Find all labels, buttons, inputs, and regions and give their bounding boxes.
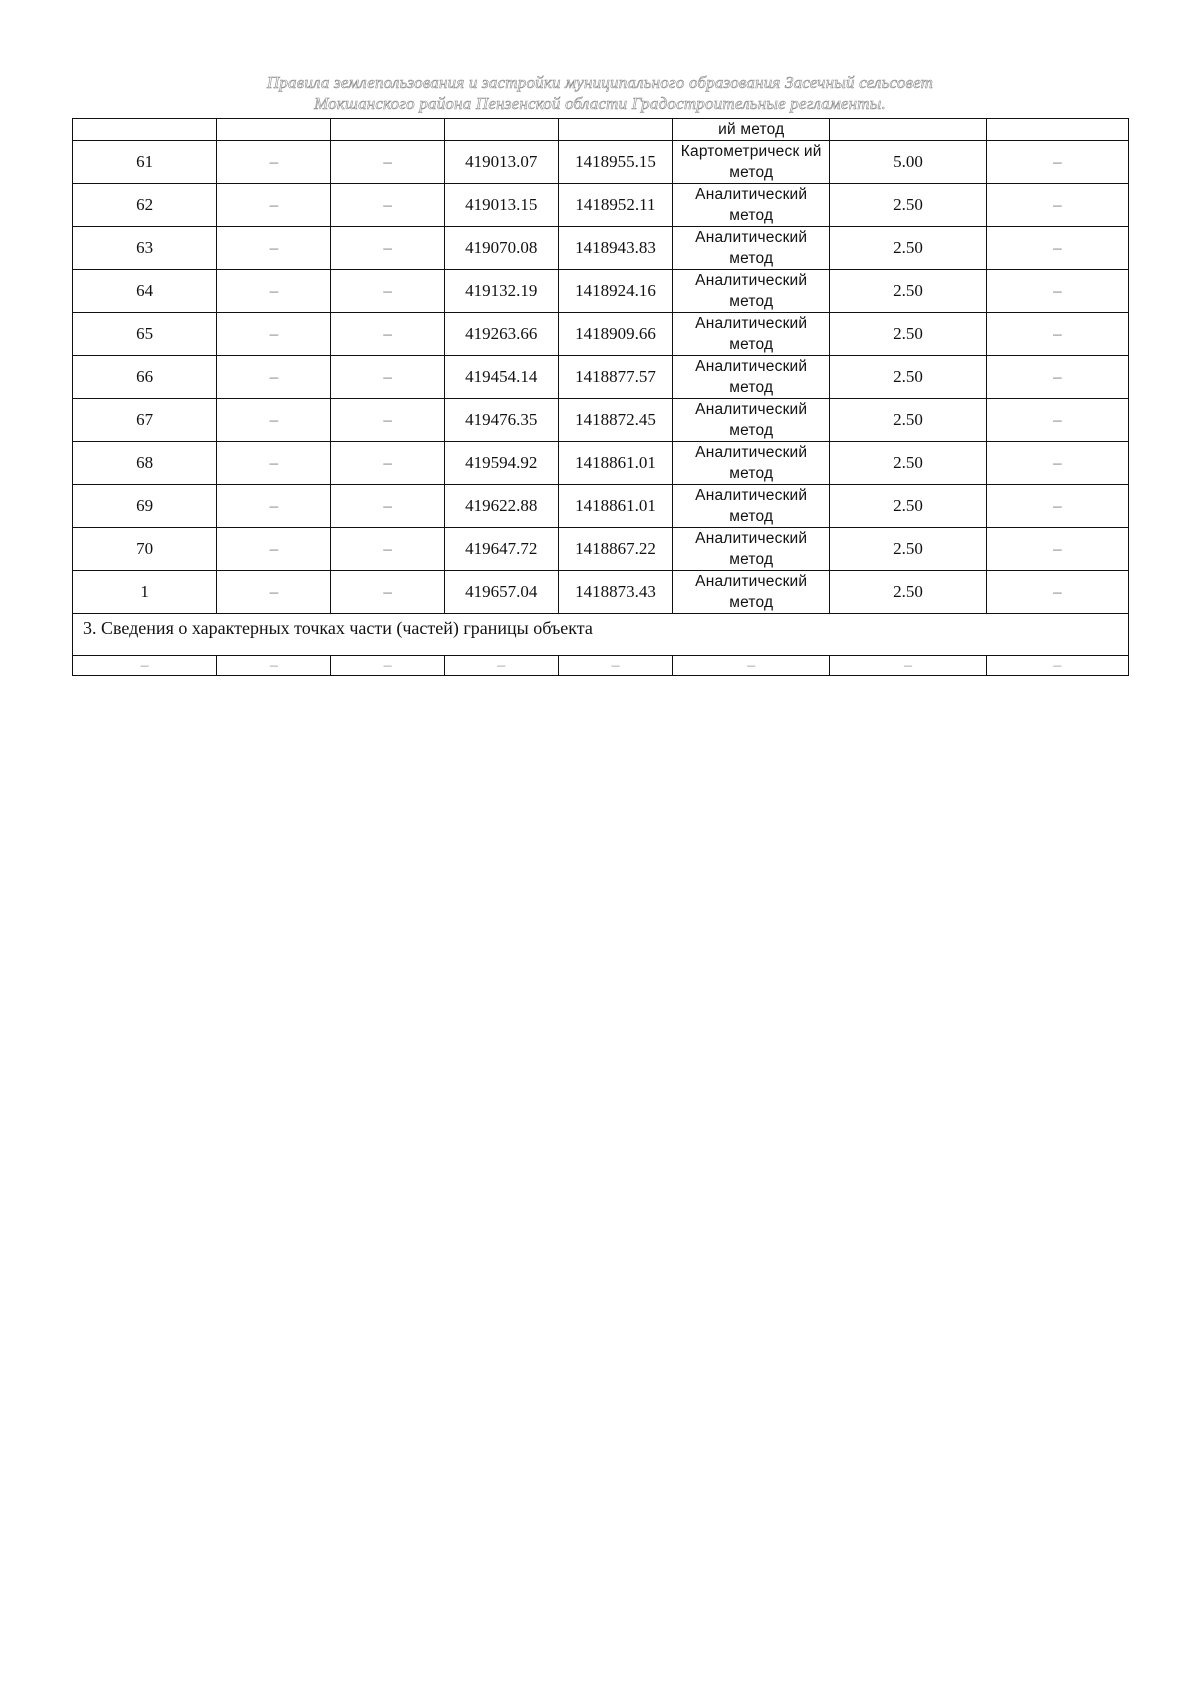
table-row [73, 313, 1129, 356]
cell-y-coordinate: 1418924.16 [558, 270, 672, 313]
cell-method: Аналитический метод [673, 399, 830, 442]
cell-col2: – [217, 141, 331, 184]
cell-method: Аналитический метод [673, 270, 830, 313]
cell-empty [73, 119, 217, 141]
table-row [73, 571, 1129, 614]
cell-dash: – [558, 656, 672, 676]
coordinates-table-body [73, 119, 1129, 676]
cell-col2: – [217, 442, 331, 485]
cell-empty [217, 119, 331, 141]
cell-empty [558, 119, 672, 141]
cell-y-coordinate: 1418861.01 [558, 485, 672, 528]
cell-col8: – [986, 141, 1128, 184]
header-line-2: Мокшанского района Пензенской области Градостроительные регламенты. [314, 94, 886, 113]
cell-method: Аналитический метод [673, 313, 830, 356]
cell-dash: – [331, 656, 444, 676]
cell-col3: – [331, 313, 444, 356]
table-row [73, 227, 1129, 270]
cell-accuracy: 2.50 [830, 270, 986, 313]
table-row [73, 528, 1129, 571]
cell-method: Картометрическ ий метод [673, 141, 830, 184]
cell-empty [830, 119, 986, 141]
cell-dash: – [986, 656, 1128, 676]
cell-x-coordinate: 419622.88 [444, 485, 558, 528]
cell-point-number: 65 [73, 313, 217, 356]
cell-col8: – [986, 528, 1128, 571]
cell-col2: – [217, 270, 331, 313]
cell-accuracy: 2.50 [830, 442, 986, 485]
cell-x-coordinate: 419013.15 [444, 184, 558, 227]
cell-x-coordinate: 419070.08 [444, 227, 558, 270]
cell-accuracy: 2.50 [830, 313, 986, 356]
cell-y-coordinate: 1418877.57 [558, 356, 672, 399]
cell-point-number: 68 [73, 442, 217, 485]
cell-y-coordinate: 1418955.15 [558, 141, 672, 184]
cell-y-coordinate: 1418872.45 [558, 399, 672, 442]
cell-y-coordinate: 1418909.66 [558, 313, 672, 356]
cell-accuracy: 2.50 [830, 485, 986, 528]
cell-point-number: 69 [73, 485, 217, 528]
cell-col8: – [986, 270, 1128, 313]
cell-accuracy: 2.50 [830, 184, 986, 227]
table-row [73, 442, 1129, 485]
cell-empty [444, 119, 558, 141]
cell-col2: – [217, 571, 331, 614]
cell-method: Аналитический метод [673, 184, 830, 227]
cell-point-number: 67 [73, 399, 217, 442]
page-header [72, 72, 1128, 114]
cell-y-coordinate: 1418943.83 [558, 227, 672, 270]
table-row [73, 356, 1129, 399]
continued-row [73, 119, 1129, 141]
cell-method: Аналитический метод [673, 442, 830, 485]
cell-col3: – [331, 528, 444, 571]
section-3-empty-row [73, 656, 1129, 676]
cell-dash: – [217, 656, 331, 676]
cell-accuracy: 2.50 [830, 356, 986, 399]
cell-point-number: 61 [73, 141, 217, 184]
cell-x-coordinate: 419132.19 [444, 270, 558, 313]
cell-x-coordinate: 419454.14 [444, 356, 558, 399]
cell-col3: – [331, 227, 444, 270]
cell-accuracy: 5.00 [830, 141, 986, 184]
cell-method: Аналитический метод [673, 528, 830, 571]
cell-col3: – [331, 184, 444, 227]
cell-y-coordinate: 1418867.22 [558, 528, 672, 571]
cell-x-coordinate: 419263.66 [444, 313, 558, 356]
table-row [73, 270, 1129, 313]
cell-y-coordinate: 1418952.11 [558, 184, 672, 227]
cell-dash: – [444, 656, 558, 676]
coordinates-table [72, 118, 1129, 676]
cell-point-number: 70 [73, 528, 217, 571]
cell-col2: – [217, 227, 331, 270]
cell-col8: – [986, 571, 1128, 614]
cell-method: Аналитический метод [673, 356, 830, 399]
cell-accuracy: 2.50 [830, 227, 986, 270]
cell-col8: – [986, 227, 1128, 270]
cell-col2: – [217, 485, 331, 528]
cell-col8: – [986, 399, 1128, 442]
section-3-title: 3. Сведения о характерных точках части (частей) границы объекта [73, 614, 1129, 656]
cell-point-number: 62 [73, 184, 217, 227]
section-3-row [73, 614, 1129, 656]
cell-col2: – [217, 399, 331, 442]
cell-x-coordinate: 419476.35 [444, 399, 558, 442]
table-row [73, 184, 1129, 227]
cell-col2: – [217, 356, 331, 399]
cell-col3: – [331, 270, 444, 313]
cell-col2: – [217, 313, 331, 356]
cell-y-coordinate: 1418861.01 [558, 442, 672, 485]
cell-dash: – [73, 656, 217, 676]
cell-empty [986, 119, 1128, 141]
cell-point-number: 1 [73, 571, 217, 614]
cell-col2: – [217, 528, 331, 571]
cell-col3: – [331, 442, 444, 485]
cell-point-number: 63 [73, 227, 217, 270]
cell-empty [331, 119, 444, 141]
cell-accuracy: 2.50 [830, 528, 986, 571]
cell-col8: – [986, 442, 1128, 485]
cell-method-continued: ий метод [673, 119, 830, 141]
cell-col8: – [986, 313, 1128, 356]
cell-method: Аналитический метод [673, 485, 830, 528]
cell-x-coordinate: 419647.72 [444, 528, 558, 571]
cell-col8: – [986, 356, 1128, 399]
cell-y-coordinate: 1418873.43 [558, 571, 672, 614]
table-row [73, 399, 1129, 442]
cell-col8: – [986, 184, 1128, 227]
cell-col3: – [331, 399, 444, 442]
cell-x-coordinate: 419657.04 [444, 571, 558, 614]
cell-point-number: 66 [73, 356, 217, 399]
cell-x-coordinate: 419013.07 [444, 141, 558, 184]
cell-col3: – [331, 356, 444, 399]
cell-dash: – [830, 656, 986, 676]
cell-dash: – [673, 656, 830, 676]
table-row [73, 485, 1129, 528]
cell-col3: – [331, 141, 444, 184]
cell-method: Аналитический метод [673, 571, 830, 614]
cell-col3: – [331, 571, 444, 614]
cell-col8: – [986, 485, 1128, 528]
cell-x-coordinate: 419594.92 [444, 442, 558, 485]
cell-accuracy: 2.50 [830, 571, 986, 614]
cell-accuracy: 2.50 [830, 399, 986, 442]
cell-col3: – [331, 485, 444, 528]
header-line-1: Правила землепользования и застройки муниципального образования Засечный сельсовет [266, 73, 934, 92]
table-row [73, 141, 1129, 184]
cell-point-number: 64 [73, 270, 217, 313]
cell-method: Аналитический метод [673, 227, 830, 270]
cell-col2: – [217, 184, 331, 227]
